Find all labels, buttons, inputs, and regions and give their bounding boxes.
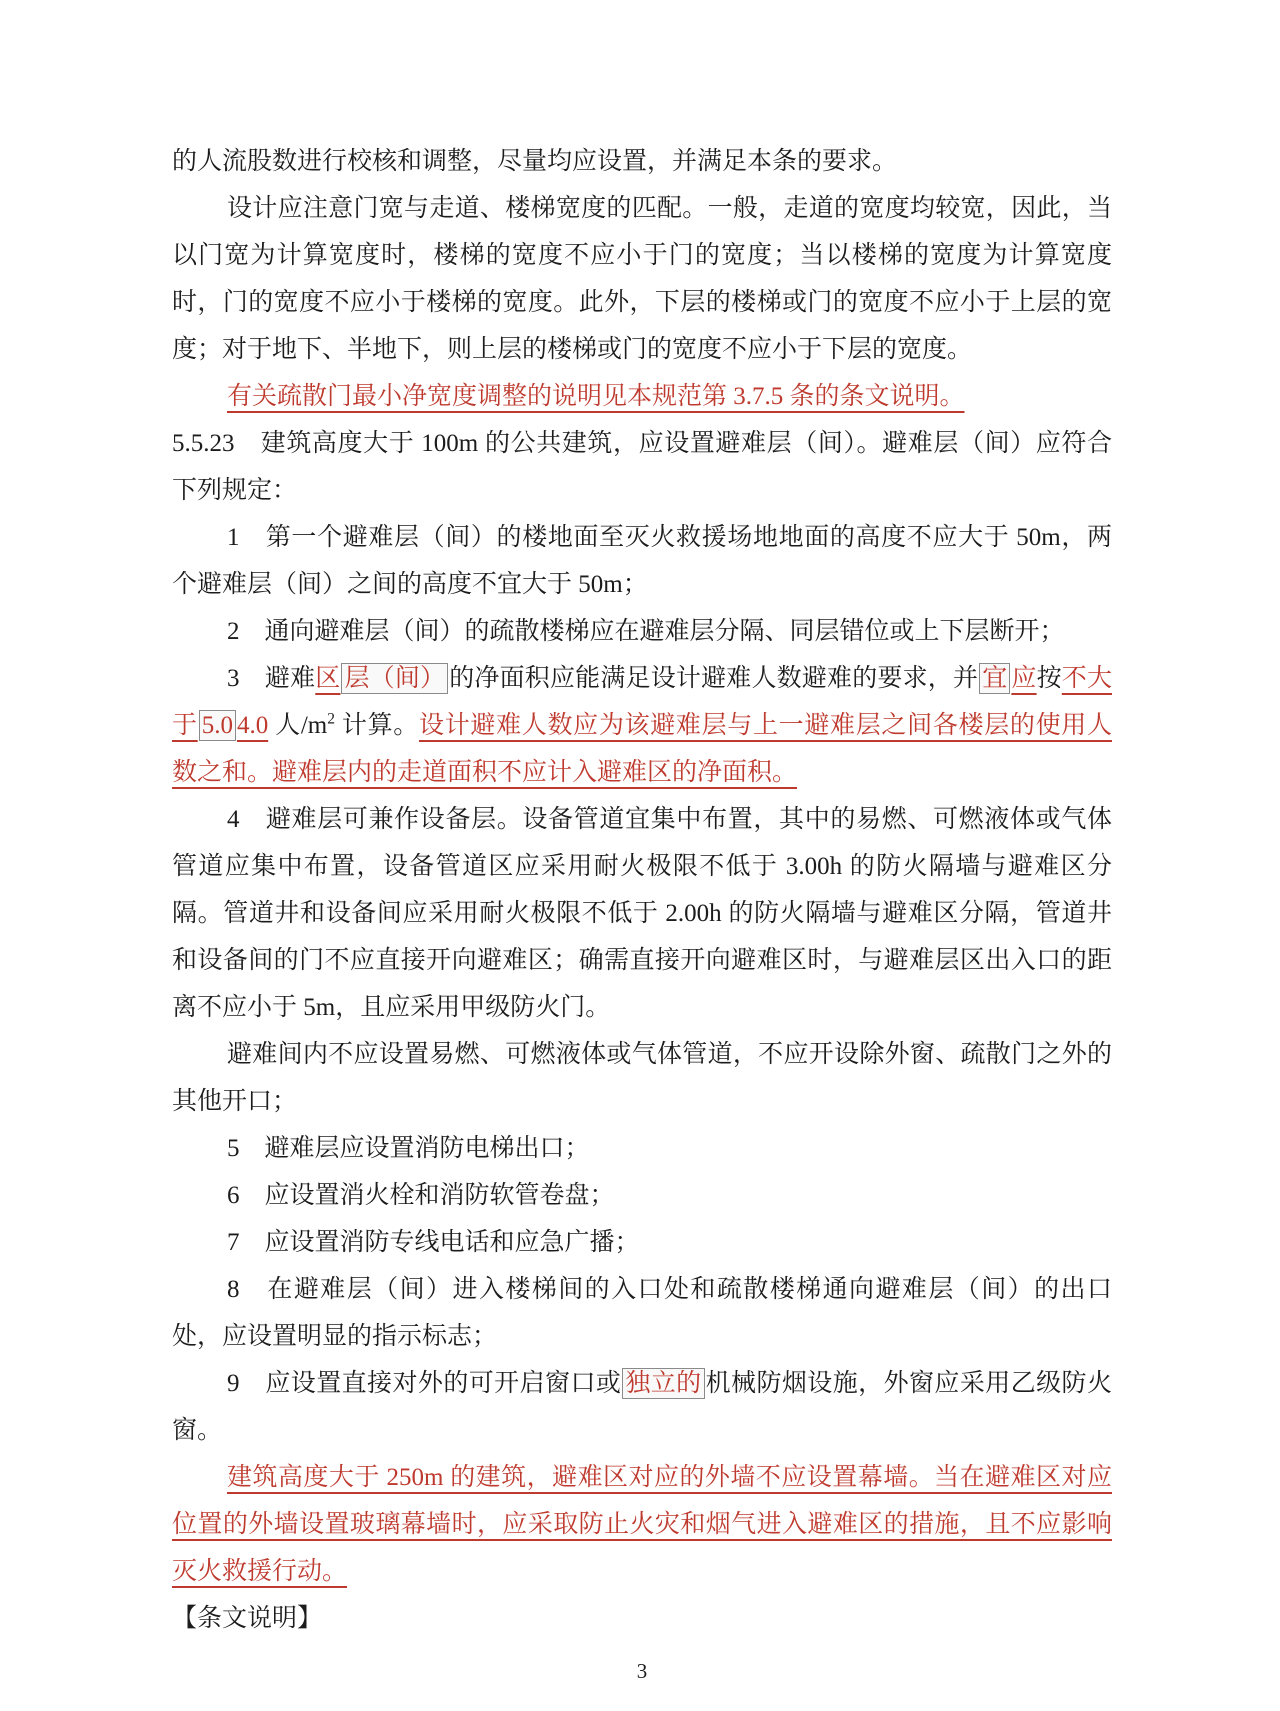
para-flow-check xyxy=(172,138,1112,185)
inserted-revision-text: 4.0 xyxy=(236,712,269,739)
text-run: 7 应设置消防专线电话和应急广播； xyxy=(227,1229,640,1256)
text-run: 4 避难层可兼作设备层。设备管道宜集中布置，其中的易燃、可燃液体或气体管道应集中布置，设备管道区应采用耐火极限不低于 3.00h 的防火隔墙与避难区分隔。管道井和设备间应采用耐火极限不低于 2.00h 的防火隔墙与避难区分隔，管道井和设备间的门不应直接开向避难区；确需直接开向避难区时，与避难层区出入口的距离不应小于 5m，且应采用甲级防火门。 xyxy=(172,806,1112,1021)
text-run: 5 避难层应设置消防电梯出口； xyxy=(227,1135,590,1162)
inserted-revision-text: 建筑高度大于 250m 的建筑，避难区对应的外墙不应设置幕墙。当在避难区对应位置的外墙设置玻璃幕墙时，应采取防止火灾和烟气进入避难区的措施，且不应影响灭火救援行动。 xyxy=(172,1464,1112,1585)
page-number: 3 xyxy=(636,1659,648,1683)
item-8 xyxy=(172,1266,1112,1360)
inserted-revision-text: 不大于 xyxy=(172,665,1112,739)
text-run: 人/m xyxy=(268,712,328,739)
boxed-revision-text: 5.0 xyxy=(199,710,236,741)
text-run: 按 xyxy=(1036,665,1062,692)
text-run: 8 在避难层（间）进入楼梯间的入口处和疏散楼梯通向避难层（间）的出口处，应设置明显的指示标志； xyxy=(172,1276,1112,1350)
text-run: 3 避难 xyxy=(227,665,316,692)
para-revision-note-3-7-5 xyxy=(172,373,1112,420)
item-6 xyxy=(172,1172,1112,1219)
inserted-revision-text: 应 xyxy=(1011,665,1037,692)
text-run: 5.5.23 建筑高度大于 100m 的公共建筑，应设置避难层（间）。避难层（间）应符合下列规定： xyxy=(172,430,1112,504)
item-1 xyxy=(172,514,1112,608)
text-run: 避难间内不应设置易燃、可燃液体或气体管道，不应开设除外窗、疏散门之外的其他开口； xyxy=(172,1041,1112,1115)
clause-5-5-23-intro xyxy=(172,420,1112,514)
para-refuge-room-openings xyxy=(172,1031,1112,1125)
item-5 xyxy=(172,1125,1112,1172)
document-body xyxy=(172,138,1112,1642)
item-2 xyxy=(172,608,1112,655)
item-3 xyxy=(172,655,1112,796)
item-7 xyxy=(172,1219,1112,1266)
boxed-revision-text: 层（间） xyxy=(341,663,448,694)
inserted-revision-text: 设计避难人数应为该避难层与上一避难层之间各楼层的使用人数之和。避难层内的走道面积不应计入避难区的净面积。 xyxy=(172,712,1112,786)
heading-explanation xyxy=(172,1595,1112,1642)
text-run: 机械防烟设施，外窗应采用乙级防火窗。 xyxy=(172,1370,1112,1444)
inserted-revision-text: 区 xyxy=(315,665,341,692)
para-250m-curtain-wall xyxy=(172,1454,1112,1595)
boxed-revision-text: 宜 xyxy=(979,663,1010,694)
boxed-revision-text: 独立的 xyxy=(622,1368,704,1399)
inserted-revision-text: 有关疏散门最小净宽度调整的说明见本规范第 3.7.5 条的条文说明。 xyxy=(227,383,965,410)
item-9 xyxy=(172,1360,1112,1454)
item-4 xyxy=(172,796,1112,1031)
superscript-text: 2 xyxy=(327,710,335,728)
para-door-width-matching xyxy=(172,185,1112,373)
text-run: 设计应注意门宽与走道、楼梯宽度的匹配。一般，走道的宽度均较宽，因此，当以门宽为计算宽度时，楼梯的宽度不应小于门的宽度；当以楼梯的宽度为计算宽度时，门的宽度不应小于楼梯的宽度。此外，下层的楼梯或门的宽度不应小于上层的宽度；对于地下、半地下，则上层的楼梯或门的宽度不应小于下层的宽度。 xyxy=(172,195,1112,363)
text-run: 【条文说明】 xyxy=(172,1605,323,1632)
text-run: 9 应设置直接对外的可开启窗口或 xyxy=(227,1370,622,1397)
text-run: 的人流股数进行校核和调整，尽量均应设置，并满足本条的要求。 xyxy=(172,148,898,175)
text-run: 6 应设置消火栓和消防软管卷盘； xyxy=(227,1182,615,1209)
text-run: 的净面积应能满足设计避难人数避难的要求，并 xyxy=(449,665,979,692)
text-run: 计算。 xyxy=(334,712,419,739)
text-run: 1 第一个避难层（间）的楼地面至灭火救援场地地面的高度不应大于 50m，两个避难层（间）之间的高度不宜大于 50m； xyxy=(172,524,1112,598)
text-run: 2 通向避难层（间）的疏散楼梯应在避难层分隔、同层错位或上下层断开； xyxy=(227,618,1065,645)
